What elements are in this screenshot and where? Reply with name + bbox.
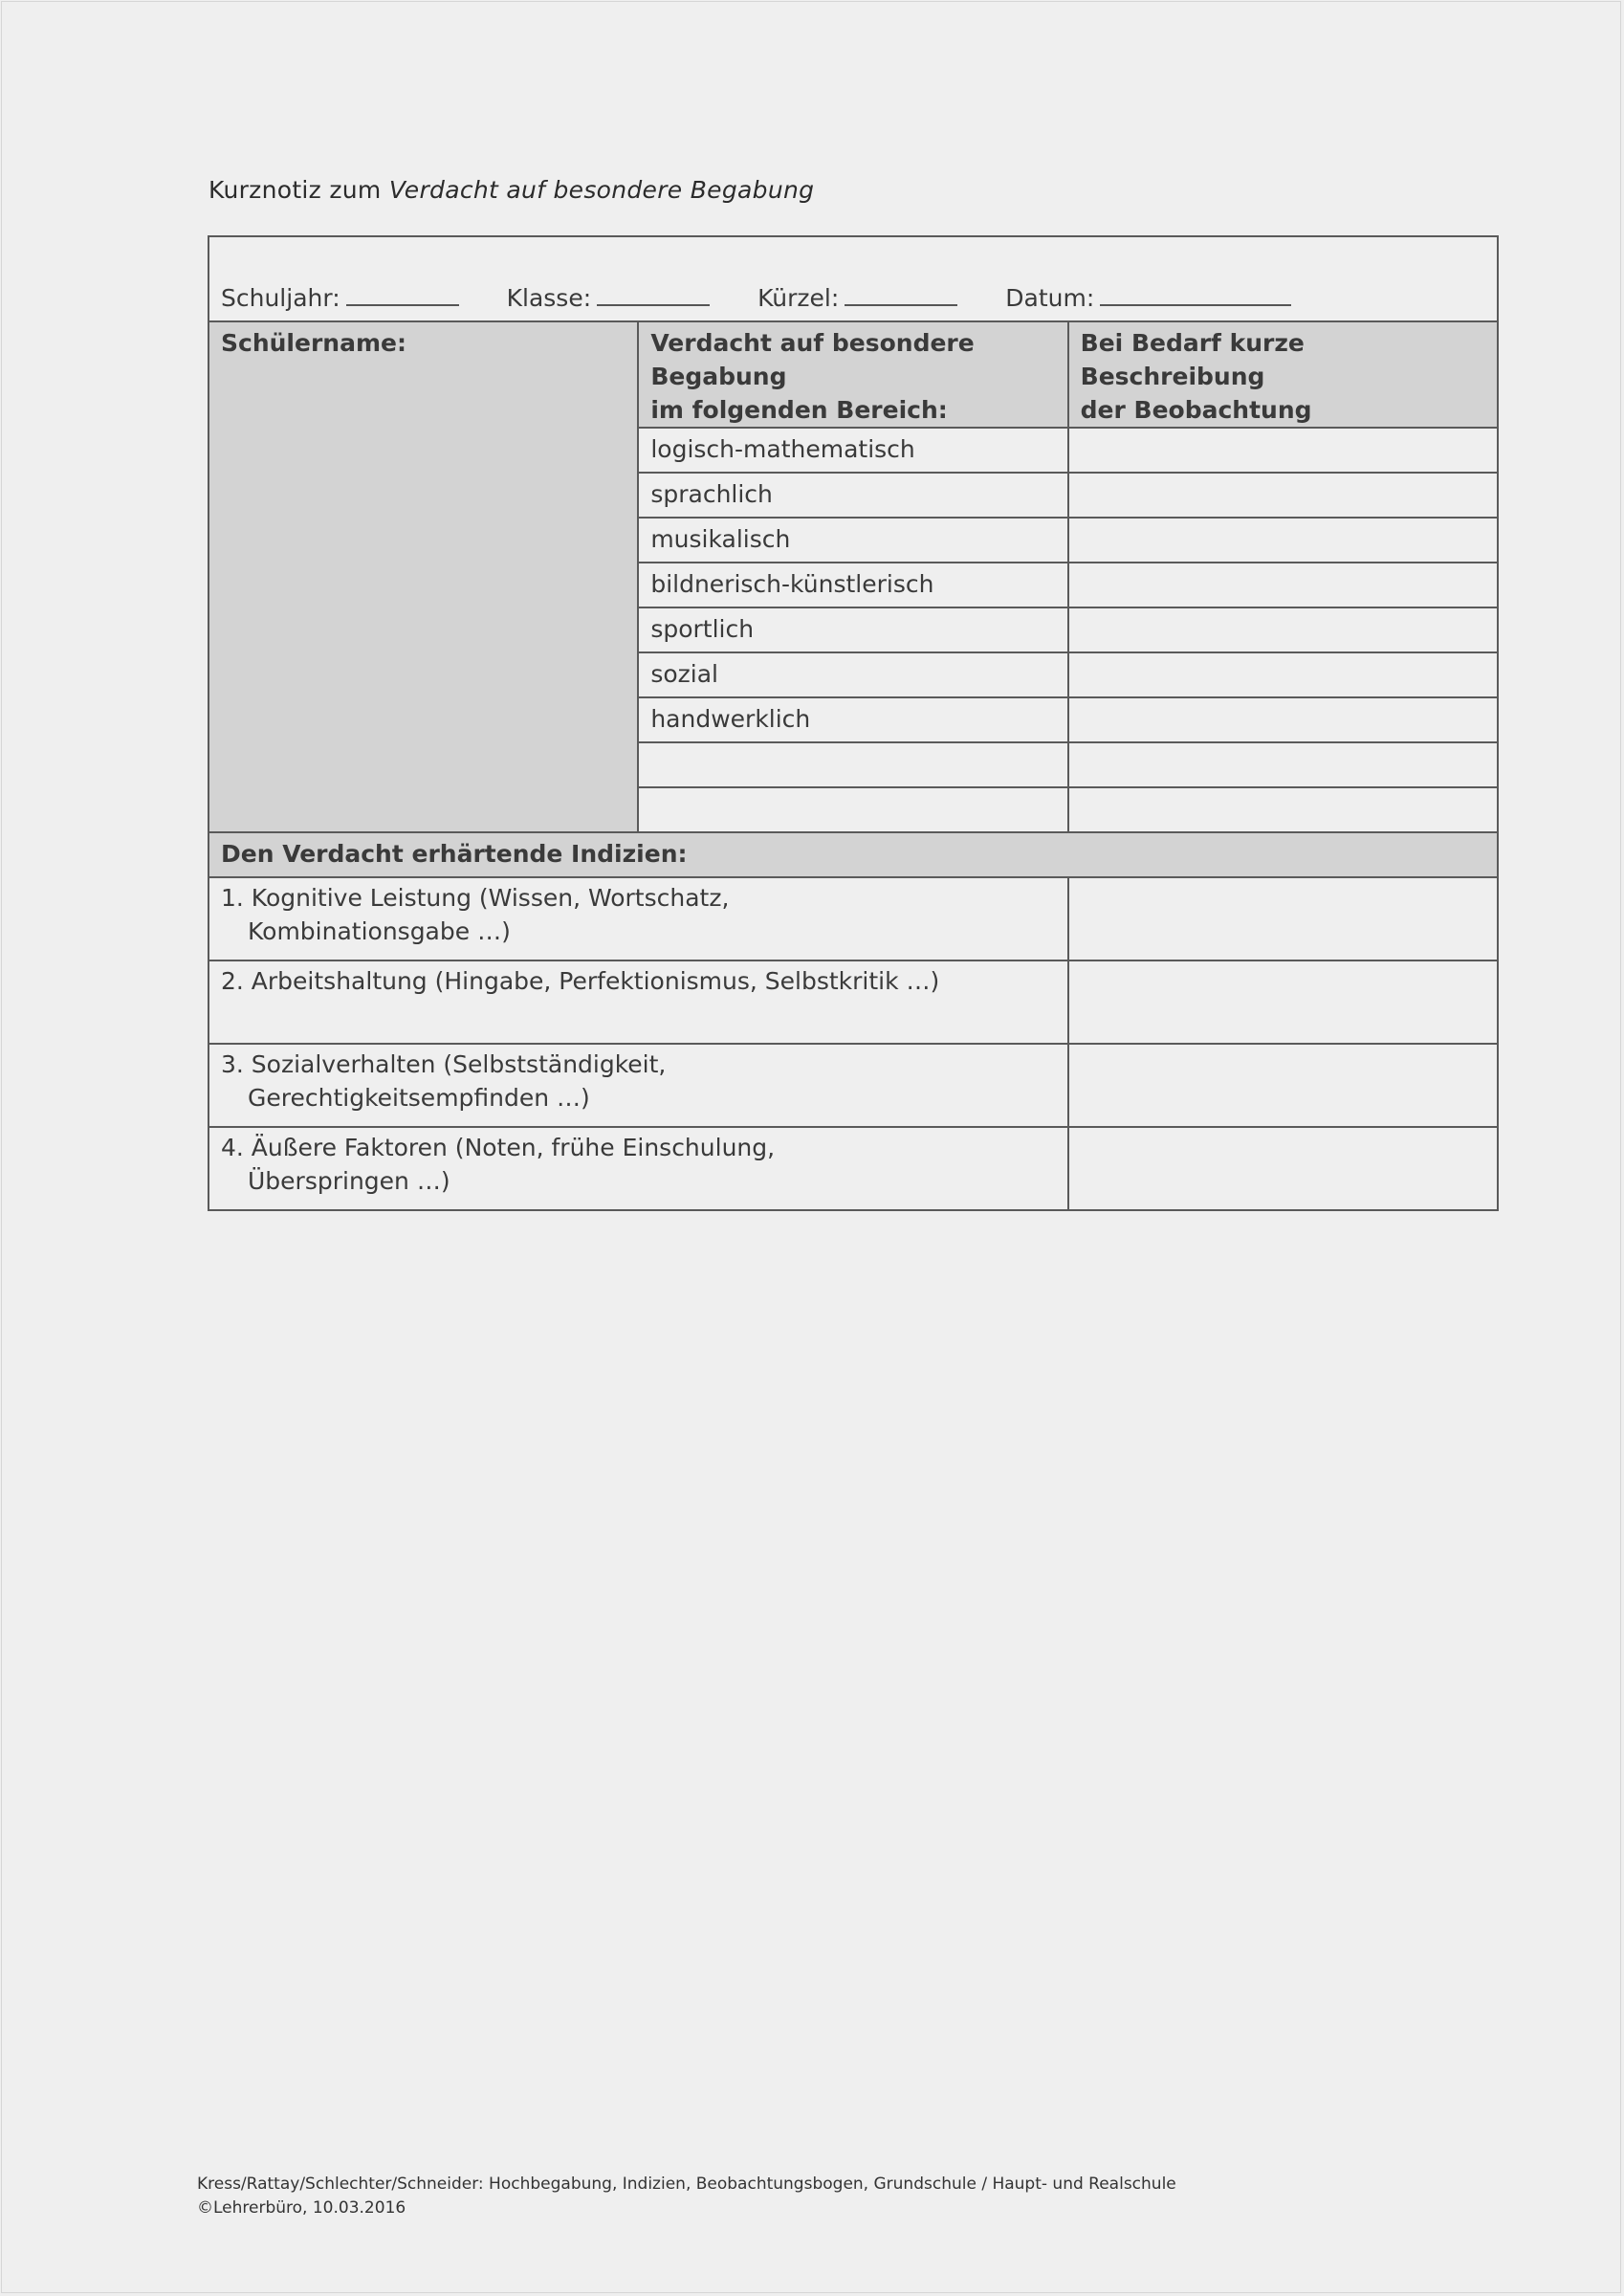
area-label: sozial [638, 652, 1067, 697]
datum-label: Datum: [1005, 284, 1095, 312]
area-label: musikalisch [638, 518, 1067, 563]
schuljahr-field[interactable] [221, 281, 459, 315]
indicator-line1: 1. Kognitive Leistung (Wissen, Wortschatz, [221, 884, 730, 912]
meta-row [208, 236, 1498, 321]
schuljahr-label: Schuljahr: [221, 284, 340, 312]
area-label: bildnerisch-künstlerisch [638, 563, 1067, 607]
indicator-notes-cell[interactable] [1068, 1044, 1498, 1127]
indicator-line1: 3. Sozialverhalten (Selbstständigkeit, [221, 1050, 667, 1078]
indicator-notes-cell[interactable] [1068, 960, 1498, 1044]
area-label: sportlich [638, 607, 1067, 652]
area-description-cell[interactable] [1068, 563, 1498, 607]
indicator-label [208, 960, 1068, 1044]
observation-form-table [208, 235, 1499, 1211]
area-header-line2: im folgenden Bereich: [650, 396, 948, 424]
indicator-row [208, 1127, 1498, 1210]
area-label-empty[interactable] [638, 787, 1067, 832]
datum-blank[interactable] [1100, 283, 1291, 306]
page-title [208, 176, 814, 204]
description-column-header [1068, 321, 1498, 428]
indicator-line2: Überspringen …) [248, 1167, 450, 1195]
area-label-empty[interactable] [638, 742, 1067, 787]
indicators-header-row [208, 832, 1498, 877]
area-description-cell[interactable] [1068, 697, 1498, 742]
meta-fields-cell [208, 236, 1498, 321]
area-description-cell[interactable] [1068, 607, 1498, 652]
indicators-header: Den Verdacht erhärtende Indizien: [208, 832, 1498, 877]
klasse-blank[interactable] [597, 283, 710, 306]
indicator-row [208, 1044, 1498, 1127]
indicator-line2: Kombinationsgabe …) [248, 917, 511, 945]
page-footer [197, 2173, 1176, 2220]
area-description-cell[interactable] [1068, 518, 1498, 563]
klasse-field[interactable] [507, 281, 711, 315]
schuljahr-blank[interactable] [346, 283, 459, 306]
area-description-cell[interactable] [1068, 652, 1498, 697]
area-label: handwerklich [638, 697, 1067, 742]
kuerzel-label: Kürzel: [757, 284, 840, 312]
student-name-cell[interactable] [208, 321, 638, 832]
area-header-line1: Verdacht auf besondere Begabung [650, 329, 975, 390]
student-name-label: Schülername: [221, 329, 406, 357]
area-label: logisch-mathematisch [638, 428, 1067, 473]
indicator-line1: 2. Arbeitshaltung (Hingabe, Perfektionismus, Selbstkritik …) [221, 967, 940, 995]
indicator-notes-cell[interactable] [1068, 1127, 1498, 1210]
area-description-cell[interactable] [1068, 428, 1498, 473]
column-header-row [208, 321, 1498, 428]
indicator-row [208, 960, 1498, 1044]
desc-header-line2: der Beobachtung [1080, 396, 1312, 424]
datum-field[interactable] [1005, 281, 1291, 315]
indicator-notes-cell[interactable] [1068, 877, 1498, 960]
kuerzel-field[interactable] [757, 281, 957, 315]
indicator-label [208, 877, 1068, 960]
indicator-label [208, 1127, 1068, 1210]
indicator-line2: Gerechtigkeitsempfinden …) [248, 1084, 590, 1112]
indicator-line1: 4. Äußere Faktoren (Noten, frühe Einschulung, [221, 1134, 776, 1161]
footer-citation: Kress/Rattay/Schlechter/Schneider: Hochbegabung, Indizien, Beobachtungsbogen, Grundschule / Haupt- und Realschule [197, 2175, 1176, 2194]
indicator-row [208, 877, 1498, 960]
klasse-label: Klasse: [506, 284, 592, 312]
title-emphasis: Verdacht auf besondere Begabung [388, 176, 815, 204]
desc-header-line1: Bei Bedarf kurze Beschreibung [1080, 329, 1305, 390]
area-column-header [638, 321, 1067, 428]
area-label: sprachlich [638, 473, 1067, 518]
area-description-cell[interactable] [1068, 742, 1498, 787]
area-description-cell[interactable] [1068, 787, 1498, 832]
title-prefix: Kurznotiz zum [208, 176, 389, 204]
footer-copyright: ©Lehrerbüro, 10.03.2016 [197, 2198, 406, 2218]
kuerzel-blank[interactable] [845, 283, 957, 306]
indicator-label [208, 1044, 1068, 1127]
area-description-cell[interactable] [1068, 473, 1498, 518]
